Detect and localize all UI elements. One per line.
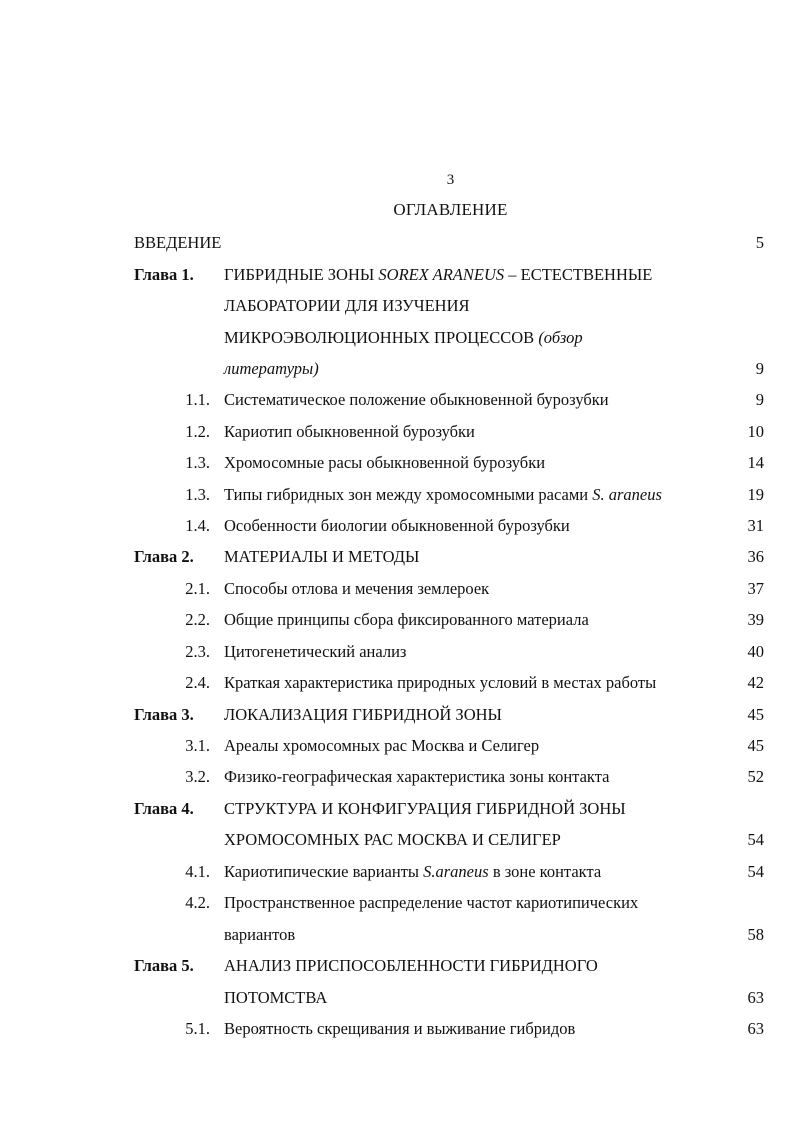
chapter-3-title[interactable]: ЛОКАЛИЗАЦИЯ ГИБРИДНОЙ ЗОНЫ (224, 705, 502, 724)
section-2-3-title[interactable]: Цитогенетический анализ (224, 642, 407, 661)
chapter-4-title-line-2[interactable]: ХРОМОСОМНЫХ РАС МОСКВА И СЕЛИГЕР (224, 830, 561, 849)
section-2-3-number: 2.3. (185, 642, 210, 661)
section-1-2-number: 1.2. (185, 422, 210, 441)
chapter-1-title-species: SOREX ARANEUS (378, 265, 505, 284)
section-1-3-page: 14 (747, 453, 764, 472)
chapter-3-page: 45 (747, 705, 764, 724)
section-1-3b-title[interactable] (224, 485, 662, 505)
section-3-1-title[interactable]: Ареалы хромосомных рас Москва и Селигер (224, 736, 540, 755)
chapter-4-title-line-1[interactable]: СТРУКТУРА И КОНФИГУРАЦИЯ ГИБРИДНОЙ ЗОНЫ (224, 799, 626, 818)
section-2-4-number: 2.4. (185, 673, 210, 692)
chapter-1-title-line-3[interactable] (224, 328, 583, 348)
section-title-species: S. araneus (592, 485, 662, 504)
chapter-1-title-part: ГИБРИДНЫЕ ЗОНЫ (224, 265, 379, 284)
chapter-4-page: 54 (747, 830, 764, 849)
chapter-5-page: 63 (747, 988, 764, 1007)
chapter-2-title[interactable]: МАТЕРИАЛЫ И МЕТОДЫ (224, 547, 420, 566)
section-title-species: S.araneus (423, 862, 489, 881)
section-4-1-page: 54 (747, 862, 764, 881)
section-2-1-title[interactable]: Способы отлова и мечения землероек (224, 579, 490, 598)
chapter-1-title-line-1[interactable] (224, 265, 652, 285)
chapter-2-page: 36 (747, 547, 764, 566)
chapter-1-title-part: МИКРОЭВОЛЮЦИОННЫХ ПРОЦЕССОВ (224, 328, 539, 347)
section-4-2-title-line-1[interactable]: Пространственное распределение частот кариотипических (224, 893, 639, 912)
chapter-1-page: 9 (755, 359, 764, 378)
section-5-1-title[interactable]: Вероятность скрещивания и выживание гибридов (224, 1019, 576, 1038)
section-3-2-title[interactable]: Физико-географическая характеристика зоны контакта (224, 767, 610, 786)
chapter-5-number: Глава 5. (134, 956, 194, 975)
section-3-2-page: 52 (747, 767, 764, 786)
section-4-1-number: 4.1. (185, 862, 210, 881)
section-2-4-page: 42 (747, 673, 764, 692)
section-2-1-page: 37 (747, 579, 764, 598)
chapter-5-title-line-2[interactable]: ПОТОМСТВА (224, 988, 328, 1007)
section-2-4-title[interactable]: Краткая характеристика природных условий в местах работы (224, 673, 657, 692)
section-3-1-page: 45 (747, 736, 764, 755)
chapter-5-title-line-1[interactable]: АНАЛИЗ ПРИСПОСОБЛЕННОСТИ ГИБРИДНОГО (224, 956, 598, 975)
toc-entry-intro[interactable]: ВВЕДЕНИЕ (134, 233, 222, 252)
section-2-1-number: 2.1. (185, 579, 210, 598)
section-1-3b-number: 1.3. (185, 485, 210, 504)
section-1-3b-page: 19 (747, 485, 764, 504)
section-title-part: в зоне контакта (488, 862, 602, 881)
section-title-part: Типы гибридных зон между хромосомными расами (224, 485, 593, 504)
section-5-1-number: 5.1. (185, 1019, 210, 1038)
section-1-1-number: 1.1. (185, 390, 210, 409)
section-1-3-title[interactable]: Хромосомные расы обыкновенной бурозубки (224, 453, 546, 472)
chapter-2-number: Глава 2. (134, 547, 194, 566)
chapter-1-title-line-4[interactable]: литературы) (224, 359, 319, 378)
section-1-2-title[interactable]: Кариотип обыкновенной бурозубки (224, 422, 475, 441)
toc-page-intro: 5 (755, 233, 764, 252)
page-number: 3 (446, 172, 455, 188)
section-1-4-title[interactable]: Особенности биологии обыкновенной бурозубки (224, 516, 570, 535)
section-2-2-title[interactable]: Общие принципы сбора фиксированного материала (224, 610, 589, 629)
section-2-3-page: 40 (747, 642, 764, 661)
chapter-1-title-line-2[interactable]: ЛАБОРАТОРИИ ДЛЯ ИЗУЧЕНИЯ (224, 296, 470, 315)
section-3-2-number: 3.2. (185, 767, 210, 786)
section-1-3-number: 1.3. (185, 453, 210, 472)
section-1-1-title[interactable]: Систематическое положение обыкновенной бурозубки (224, 390, 609, 409)
chapter-4-number: Глава 4. (134, 799, 194, 818)
section-4-1-title[interactable] (224, 862, 601, 882)
section-4-2-number: 4.2. (185, 893, 210, 912)
chapter-3-number: Глава 3. (134, 705, 194, 724)
chapter-1-title-note: (обзор (538, 328, 583, 347)
section-1-4-number: 1.4. (185, 516, 210, 535)
chapter-1-number: Глава 1. (134, 265, 194, 284)
section-1-1-page: 9 (755, 390, 764, 409)
section-5-1-page: 63 (747, 1019, 764, 1038)
page-title: ОГЛАВЛЕНИЕ (393, 200, 508, 219)
section-1-4-page: 31 (747, 516, 764, 535)
section-2-2-number: 2.2. (185, 610, 210, 629)
chapter-1-title-part: – ЕСТЕСТВЕННЫЕ (504, 265, 653, 284)
section-4-2-title-line-2[interactable]: вариантов (224, 925, 296, 944)
section-3-1-number: 3.1. (185, 736, 210, 755)
section-1-2-page: 10 (747, 422, 764, 441)
section-2-2-page: 39 (747, 610, 764, 629)
section-4-2-page: 58 (747, 925, 764, 944)
section-title-part: Кариотипические варианты (224, 862, 424, 881)
